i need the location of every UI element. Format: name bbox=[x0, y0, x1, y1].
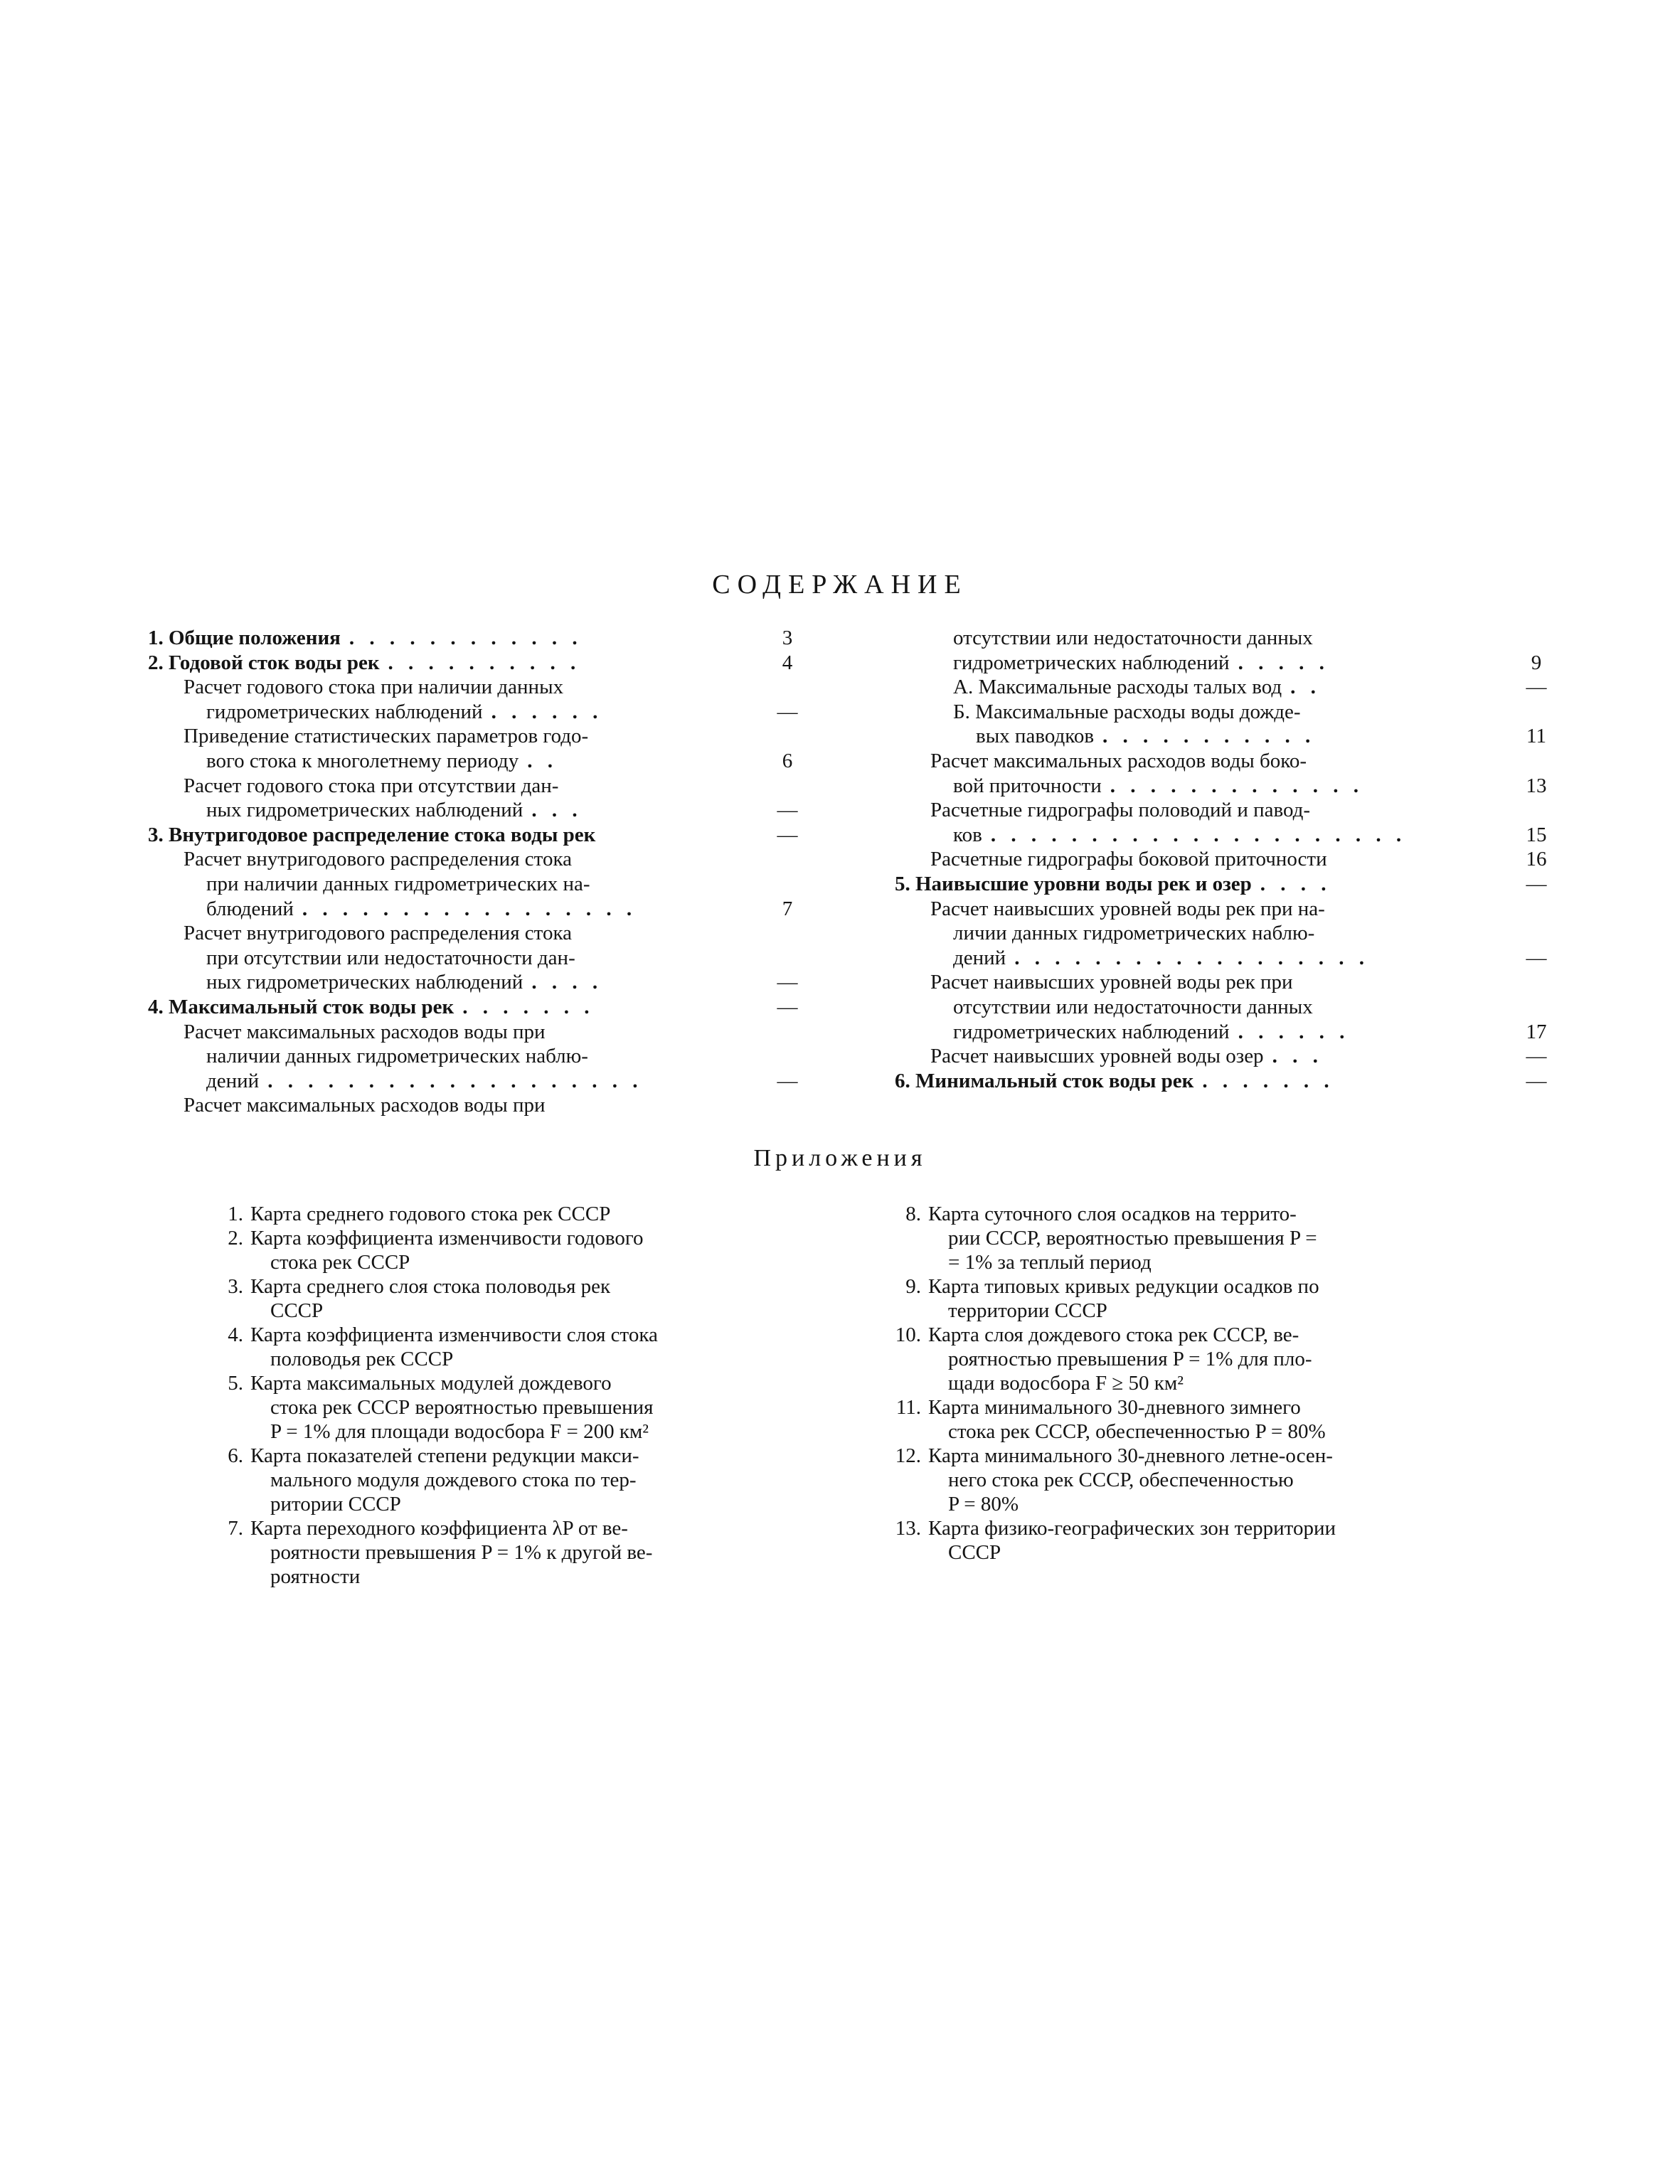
toc-entry-text: Б. Максимальные расходы воды дожде- bbox=[953, 700, 1301, 723]
toc-entry bbox=[148, 651, 909, 676]
toc-left-column bbox=[148, 626, 909, 1118]
appendix-line bbox=[928, 1226, 1497, 1250]
appendix-line bbox=[895, 1395, 1497, 1419]
toc-entry-text: дений bbox=[206, 1069, 260, 1092]
appendix-text: него стока рек СССР, обеспеченностью bbox=[948, 1469, 1294, 1491]
appendix-line bbox=[228, 1202, 805, 1226]
toc-entry-text: вых паводков bbox=[976, 725, 1095, 748]
toc-entry-text: 6. Минимальный сток воды рек bbox=[895, 1069, 1194, 1092]
toc-page-number: 7 bbox=[782, 897, 793, 920]
toc-entry bbox=[895, 700, 1535, 725]
toc-leader-dots: . . . . . bbox=[1238, 651, 1329, 674]
toc-entry bbox=[148, 798, 909, 823]
toc-entry-text: при отсутствии или недостаточности дан- bbox=[206, 946, 575, 969]
toc-entry bbox=[895, 749, 1535, 774]
appendix-line bbox=[928, 1347, 1497, 1371]
appendix-item bbox=[228, 1516, 805, 1589]
appendix-item bbox=[228, 1274, 805, 1323]
appendix-text: Карта слоя дождевого стока рек СССР, ве- bbox=[928, 1323, 1299, 1346]
toc-entry bbox=[895, 847, 1547, 872]
toc-page-number: — bbox=[1526, 872, 1547, 895]
toc-page-number: 17 bbox=[1526, 1020, 1547, 1043]
appendix-line bbox=[905, 1274, 1497, 1299]
toc-entry-text: Расчет наивысших уровней воды рек при на- bbox=[930, 897, 1325, 920]
toc-entry-text: 2. Годовой сток воды рек bbox=[148, 651, 380, 674]
toc-entry-text: Расчет максимальных расходов воды боко- bbox=[930, 749, 1307, 772]
appendix-text: Карта переходного коэффициента λP от ве- bbox=[250, 1517, 628, 1540]
appendix-line bbox=[228, 1516, 805, 1540]
appendix-left-column bbox=[228, 1202, 805, 1589]
toc-page-number: — bbox=[777, 823, 798, 846]
appendix-number: 3. bbox=[228, 1275, 243, 1298]
appendix-number: 7. bbox=[228, 1517, 243, 1540]
toc-page-number: — bbox=[777, 799, 798, 822]
toc-entry bbox=[148, 847, 909, 872]
appendix-number: 10. bbox=[895, 1323, 921, 1346]
appendix-text: Карта показателей степени редукции макси- bbox=[250, 1444, 639, 1467]
toc-page-number: 4 bbox=[782, 651, 793, 674]
toc-entry-text: 3. Внутригодовое распределение стока воды рек bbox=[148, 823, 596, 846]
toc-entry bbox=[148, 1069, 909, 1094]
toc-entry bbox=[895, 675, 1547, 700]
appendix-text: Карта физико-географических зон территории bbox=[928, 1517, 1336, 1540]
appendix-text: P = 80% bbox=[948, 1493, 1019, 1516]
toc-entry-text: гидрометрических наблюдений bbox=[953, 651, 1230, 674]
appendix-text: территории СССР bbox=[948, 1299, 1107, 1322]
appendix-text: половодья рек СССР bbox=[270, 1348, 454, 1370]
toc-entry bbox=[148, 774, 909, 799]
toc-entry-text: дений bbox=[953, 946, 1006, 969]
appendix-number: 13. bbox=[895, 1517, 921, 1540]
toc-entry-text: Расчет наивысших уровней воды рек при bbox=[930, 971, 1293, 994]
toc-entry-text: отсутствии или недостаточности данных bbox=[953, 627, 1313, 649]
appendix-line bbox=[895, 1444, 1497, 1468]
appendix-text: мального модуля дождевого стока по тер- bbox=[270, 1469, 637, 1491]
appendix-item bbox=[895, 1323, 1497, 1395]
toc-entry bbox=[148, 675, 909, 700]
toc-page-number: — bbox=[777, 995, 798, 1018]
appendix-line bbox=[250, 1395, 805, 1419]
appendix-item bbox=[228, 1202, 805, 1226]
contents-title: СОДЕРЖАНИЕ bbox=[712, 570, 968, 600]
appendix-item bbox=[228, 1323, 805, 1371]
toc-entry bbox=[895, 946, 1547, 971]
toc-leader-dots: . . . . . . . bbox=[462, 995, 595, 1018]
toc-leader-dots: . . . . . . . . . . bbox=[388, 651, 581, 674]
toc-entry-text: отсутствии или недостаточности данных bbox=[953, 995, 1313, 1018]
toc-entry-text: Расчет внутригодового распределения стока bbox=[184, 848, 572, 871]
toc-page-number: 13 bbox=[1526, 774, 1547, 797]
appendix-line bbox=[895, 1323, 1497, 1347]
appendix-line bbox=[228, 1444, 805, 1468]
appendix-text: роятности bbox=[270, 1565, 361, 1588]
toc-entry bbox=[895, 651, 1542, 676]
appendix-line bbox=[250, 1347, 805, 1371]
appendix-text: Карта минимального 30-дневного зимнего bbox=[928, 1396, 1301, 1419]
appendix-line bbox=[250, 1492, 805, 1516]
toc-entry-text: Приведение статистических параметров годо- bbox=[184, 725, 589, 748]
toc-entry bbox=[895, 872, 1547, 897]
toc-leader-dots: . . . . . . . . . . . . bbox=[349, 627, 583, 649]
appendix-right-column bbox=[895, 1202, 1497, 1565]
toc-page-number: — bbox=[1526, 1045, 1547, 1068]
toc-page-number: — bbox=[1526, 1069, 1547, 1092]
appendix-line bbox=[228, 1274, 805, 1299]
appendix-line bbox=[928, 1299, 1497, 1323]
appendix-item bbox=[228, 1371, 805, 1444]
appendix-number: 11. bbox=[895, 1396, 921, 1419]
toc-page-number: 6 bbox=[782, 749, 793, 772]
toc-entry bbox=[148, 897, 909, 922]
toc-entry bbox=[148, 970, 909, 995]
toc-entry-text: ных гидрометрических наблюдений bbox=[206, 971, 523, 994]
toc-entry bbox=[895, 1020, 1547, 1045]
appendix-item bbox=[895, 1444, 1497, 1516]
toc-entry bbox=[148, 1020, 909, 1045]
appendix-text: стока рек СССР вероятностью превышения bbox=[270, 1396, 654, 1419]
appendix-text: стока рек СССР, обеспеченностью P = 80% bbox=[948, 1420, 1326, 1443]
appendix-text: роятностью превышения P = 1% для пло- bbox=[948, 1348, 1312, 1370]
appendix-text: Карта среднего слоя стока половодья рек bbox=[250, 1275, 611, 1298]
toc-leader-dots: . . . . . . . . . . . . . . . . . . bbox=[1014, 946, 1369, 969]
appendix-text: Карта среднего годового стока рек СССР bbox=[250, 1203, 611, 1225]
toc-page-number: — bbox=[777, 700, 798, 723]
appendix-text: Карта максимальных модулей дождевого bbox=[250, 1372, 612, 1395]
appendix-line bbox=[250, 1540, 805, 1565]
appendix-line bbox=[250, 1468, 805, 1492]
toc-page-number: — bbox=[777, 1069, 798, 1092]
toc-entry-text: Расчет максимальных расходов воды при bbox=[184, 1020, 546, 1043]
appendix-number: 8. bbox=[905, 1203, 921, 1225]
toc-entry bbox=[895, 626, 1535, 651]
toc-entry-text: Расчет годового стока при наличии данных bbox=[184, 676, 564, 699]
toc-leader-dots: . . bbox=[527, 749, 558, 772]
appendix-text: роятности превышения P = 1% к другой ве- bbox=[270, 1541, 653, 1564]
appendix-line bbox=[928, 1540, 1497, 1565]
toc-leader-dots: . . . . . . . . . . . . . . . . . . . bbox=[267, 1069, 643, 1092]
appendix-text: щади водосбора F ≥ 50 км² bbox=[948, 1372, 1184, 1395]
appendix-item bbox=[228, 1226, 805, 1274]
appendix-text: Карта суточного слоя осадков на террито- bbox=[928, 1203, 1297, 1225]
toc-page-number: 9 bbox=[1531, 651, 1542, 674]
appendix-title: Приложения bbox=[753, 1145, 927, 1171]
toc-entry bbox=[148, 724, 909, 749]
appendix-text: Карта коэффициента изменчивости годового bbox=[250, 1227, 644, 1250]
appendix-line bbox=[250, 1299, 805, 1323]
appendix-number: 12. bbox=[895, 1444, 921, 1467]
appendix-line bbox=[928, 1371, 1497, 1395]
appendix-line bbox=[250, 1419, 805, 1444]
toc-entry bbox=[148, 749, 909, 774]
toc-page-number: 3 bbox=[782, 627, 793, 649]
toc-entry-text: гидрометрических наблюдений bbox=[206, 700, 483, 723]
toc-right-column bbox=[895, 626, 1547, 1093]
appendix-number: 6. bbox=[228, 1444, 243, 1467]
toc-entry bbox=[148, 626, 909, 651]
appendix-line bbox=[228, 1323, 805, 1347]
toc-entry bbox=[148, 1044, 909, 1069]
appendix-text: СССР bbox=[270, 1299, 324, 1322]
toc-entry-text: 4. Максимальный сток воды рек bbox=[148, 995, 454, 1018]
toc-leader-dots: . . . . . . . . . . . . . bbox=[1110, 774, 1363, 797]
appendix-number: 9. bbox=[905, 1275, 921, 1298]
appendix-number: 2. bbox=[228, 1227, 243, 1250]
toc-entry-text: А. Максимальные расходы талых вод bbox=[953, 676, 1282, 699]
appendix-text: Карта минимального 30-дневного летне-осен- bbox=[928, 1444, 1333, 1467]
toc-entry bbox=[895, 1044, 1547, 1069]
appendix-line bbox=[905, 1202, 1497, 1226]
toc-entry-text: ных гидрометрических наблюдений bbox=[206, 799, 523, 822]
toc-leader-dots: . . . . bbox=[1260, 872, 1331, 895]
appendix-line bbox=[928, 1492, 1497, 1516]
toc-leader-dots: . . . . . . bbox=[491, 700, 603, 723]
appendix-text: СССР bbox=[948, 1541, 1001, 1564]
toc-entry-text: вого стока к многолетнему периоду bbox=[206, 749, 519, 772]
toc-entry bbox=[895, 823, 1547, 848]
toc-entry-text: Расчет внутригодового распределения стока bbox=[184, 922, 572, 945]
toc-leader-dots: . . . . . . . . . . . bbox=[1102, 725, 1316, 748]
appendix-text: ритории СССР bbox=[270, 1493, 401, 1516]
toc-entry bbox=[895, 724, 1546, 749]
toc-page-number: 11 bbox=[1526, 725, 1546, 748]
appendix-text: = 1% за теплый период bbox=[948, 1251, 1152, 1274]
toc-entry bbox=[895, 774, 1547, 799]
toc-entry-text: Расчетные гидрографы боковой приточности bbox=[930, 848, 1327, 871]
appendix-text: рии СССР, вероятностью превышения P = bbox=[948, 1227, 1317, 1250]
toc-page-number: — bbox=[1526, 676, 1547, 699]
toc-entry bbox=[148, 946, 909, 971]
toc-entry-text: наличии данных гидрометрических наблю- bbox=[206, 1045, 588, 1068]
toc-leader-dots: . . . . . . bbox=[1238, 1020, 1350, 1043]
toc-leader-dots: . . . . . . . bbox=[1202, 1069, 1334, 1092]
toc-leader-dots: . . . . bbox=[531, 971, 603, 994]
toc-entry-text: Расчет годового стока при отсутствии дан- bbox=[184, 774, 559, 797]
appendix-number: 4. bbox=[228, 1323, 243, 1346]
toc-entry-text: блюдений bbox=[206, 897, 294, 920]
toc-page-number: — bbox=[1526, 946, 1547, 969]
appendix-item bbox=[905, 1202, 1497, 1274]
toc-entry bbox=[148, 1093, 909, 1118]
toc-entry bbox=[895, 921, 1535, 946]
toc-entry-text: 1. Общие положения bbox=[148, 627, 341, 649]
toc-entry bbox=[148, 995, 909, 1020]
toc-entry-text: Расчет максимальных расходов воды при bbox=[184, 1094, 546, 1117]
appendix-number: 5. bbox=[228, 1372, 243, 1395]
appendix-number: 1. bbox=[228, 1203, 243, 1225]
toc-leader-dots: . . . . . . . . . . . . . . . . . . . . . bbox=[990, 823, 1407, 846]
toc-entry bbox=[895, 798, 1535, 823]
appendix-text: стока рек СССР bbox=[270, 1251, 410, 1274]
appendix-text: P = 1% для площади водосбора F = 200 км² bbox=[270, 1420, 649, 1443]
toc-entry bbox=[148, 700, 909, 725]
appendix-item bbox=[905, 1274, 1497, 1323]
toc-entry-text: при наличии данных гидрометрических на- bbox=[206, 872, 590, 895]
appendix-line bbox=[228, 1226, 805, 1250]
appendix-item bbox=[228, 1444, 805, 1516]
toc-entry-text: Расчетные гидрографы половодий и павод- bbox=[930, 799, 1311, 822]
toc-leader-dots: . . . bbox=[531, 799, 583, 822]
appendix-line bbox=[928, 1250, 1497, 1274]
toc-page-number: — bbox=[777, 971, 798, 994]
toc-entry bbox=[148, 921, 909, 946]
toc-leader-dots: . . bbox=[1290, 676, 1321, 699]
appendix-line bbox=[928, 1419, 1497, 1444]
toc-entry-text: Расчет наивысших уровней воды озер bbox=[930, 1045, 1264, 1068]
toc-entry bbox=[895, 995, 1535, 1020]
toc-leader-dots: . . . bbox=[1272, 1045, 1323, 1068]
toc-page-number: 16 bbox=[1526, 848, 1547, 871]
appendix-text: Карта коэффициента изменчивости слоя стока bbox=[250, 1323, 658, 1346]
appendix-line bbox=[895, 1516, 1497, 1540]
toc-entry bbox=[148, 823, 909, 848]
appendix-line bbox=[250, 1250, 805, 1274]
toc-entry-text: ков bbox=[953, 823, 982, 846]
toc-entry bbox=[895, 1069, 1547, 1094]
toc-page-number: 15 bbox=[1526, 823, 1547, 846]
toc-entry-text: личии данных гидрометрических наблю- bbox=[953, 922, 1315, 945]
toc-entry-text: 5. Наивысшие уровни воды рек и озер bbox=[895, 872, 1252, 895]
toc-entry-text: гидрометрических наблюдений bbox=[953, 1020, 1230, 1043]
appendix-text: Карта типовых кривых редукции осадков по bbox=[928, 1275, 1319, 1298]
toc-leader-dots: . . . . . . . . . . . . . . . . . bbox=[302, 897, 637, 920]
appendix-line bbox=[250, 1565, 805, 1589]
appendix-item bbox=[895, 1395, 1497, 1444]
toc-entry-text: вой приточности bbox=[953, 774, 1102, 797]
toc-entry bbox=[895, 897, 1535, 922]
appendix-item bbox=[895, 1516, 1497, 1565]
toc-entry bbox=[895, 970, 1535, 995]
appendix-line bbox=[928, 1468, 1497, 1492]
toc-entry bbox=[148, 872, 909, 897]
appendix-line bbox=[228, 1371, 805, 1395]
